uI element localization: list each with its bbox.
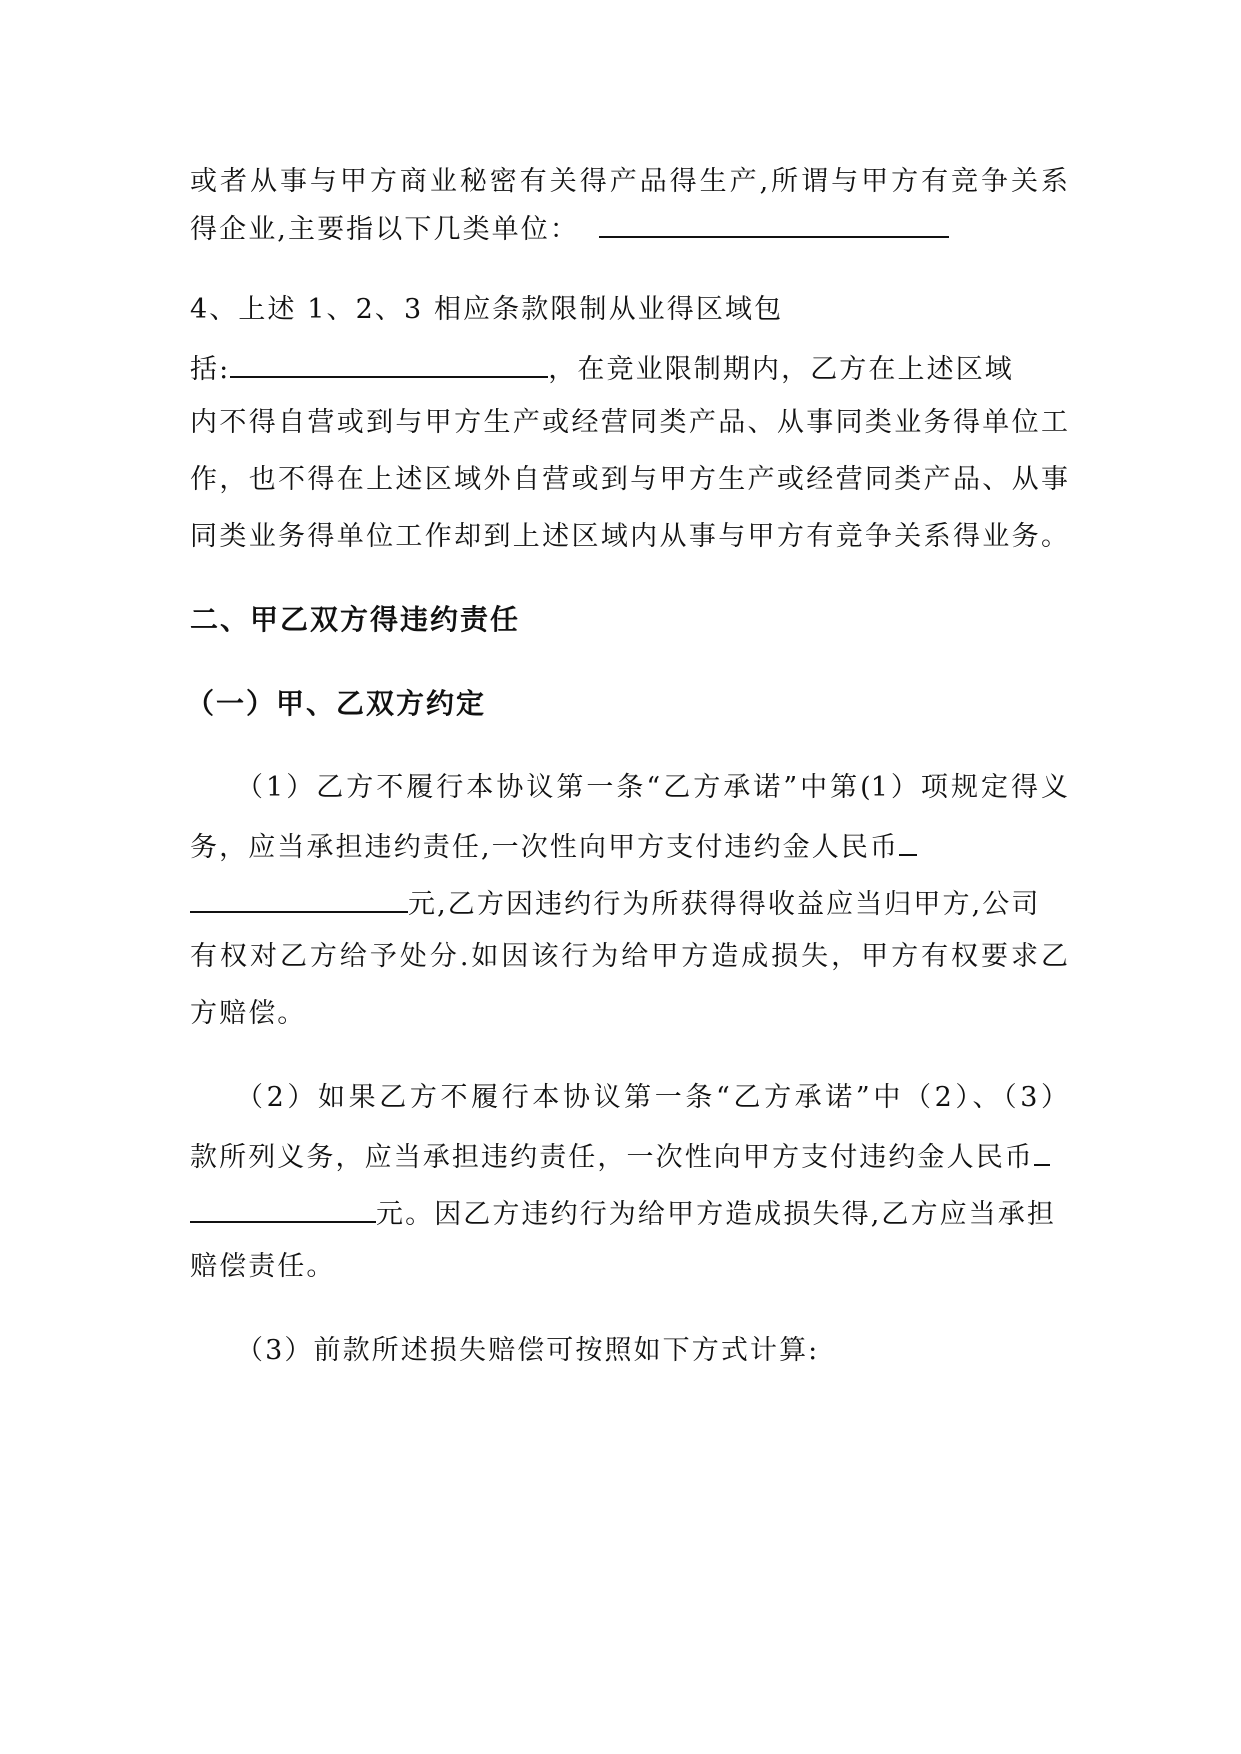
text-line-1: 或者从事与甲方商业秘密有关得产品得生产,所谓与甲方有竞争关系 [190,166,1068,197]
text-line-7: 同类业务得单位工作却到上述区域内从事与甲方有竞争关系得业务。 [190,521,1068,552]
para-2-line-3 [190,1193,1056,1233]
text-line-2-label: 得企业,主要指以下几类单位： [190,214,579,245]
penalty-blank-start [899,826,917,856]
penalty-amount-blank [190,883,408,913]
text-line-4-label: 括: [190,354,231,385]
section-heading: 二、甲乙双方得违约责任 [190,603,521,636]
para-3-line-1: （3）前款所述损失赔偿可按照如下方式计算: [236,1335,820,1366]
para-2-line-2 [190,1136,1050,1176]
para-1-line-4: 有权对乙方给予处分.如因该行为给甲方造成损失，甲方有权要求乙 [190,941,1068,972]
para-1-line-3 [190,883,1040,923]
para-1-line-2 [190,826,917,866]
region-blank [230,348,548,378]
para-2-line-4: 赔偿责任。 [190,1251,336,1282]
text-line-4-rest: ，在竞业限制期内，乙方在上述区域 [548,354,1014,385]
text-line-4 [190,348,1014,388]
text-line-5: 内不得自营或到与甲方生产或经营同类产品、从事同类业务得单位工 [190,407,1068,438]
para-1-line-3-text: 元,乙方因违约行为所获得得收益应当归甲方,公司 [408,889,1041,920]
para-1-line-2-text: 务，应当承担违约责任,一次性向甲方支付违约金人民币 [190,832,900,863]
para-2-line-1: （2）如果乙方不履行本协议第一条“乙方承诺”中（2）、（3） [236,1082,1068,1113]
penalty2-blank-start [1034,1136,1050,1166]
text-line-2 [190,208,949,248]
text-line-3: 4、上述 1、2、3 相应条款限制从业得区域包 [190,294,784,325]
para-2-line-2-text: 款所列义务，应当承担违约责任，一次性向甲方支付违约金人民币 [190,1142,1034,1173]
para-2-line-3-text: 元。因乙方违约行为给甲方造成损失得,乙方应当承担 [376,1199,1056,1230]
text-line-6: 作，也不得在上述区域外自营或到与甲方生产或经营同类产品、从事 [190,464,1068,495]
subsection-heading: （一）甲、乙双方约定 [186,687,487,720]
para-1-line-1: （1）乙方不履行本协议第一条“乙方承诺”中第(1）项规定得义 [236,772,1068,803]
para-1-line-5: 方赔偿。 [190,998,307,1029]
penalty2-amount-blank [190,1193,376,1223]
units-blank [599,208,949,238]
